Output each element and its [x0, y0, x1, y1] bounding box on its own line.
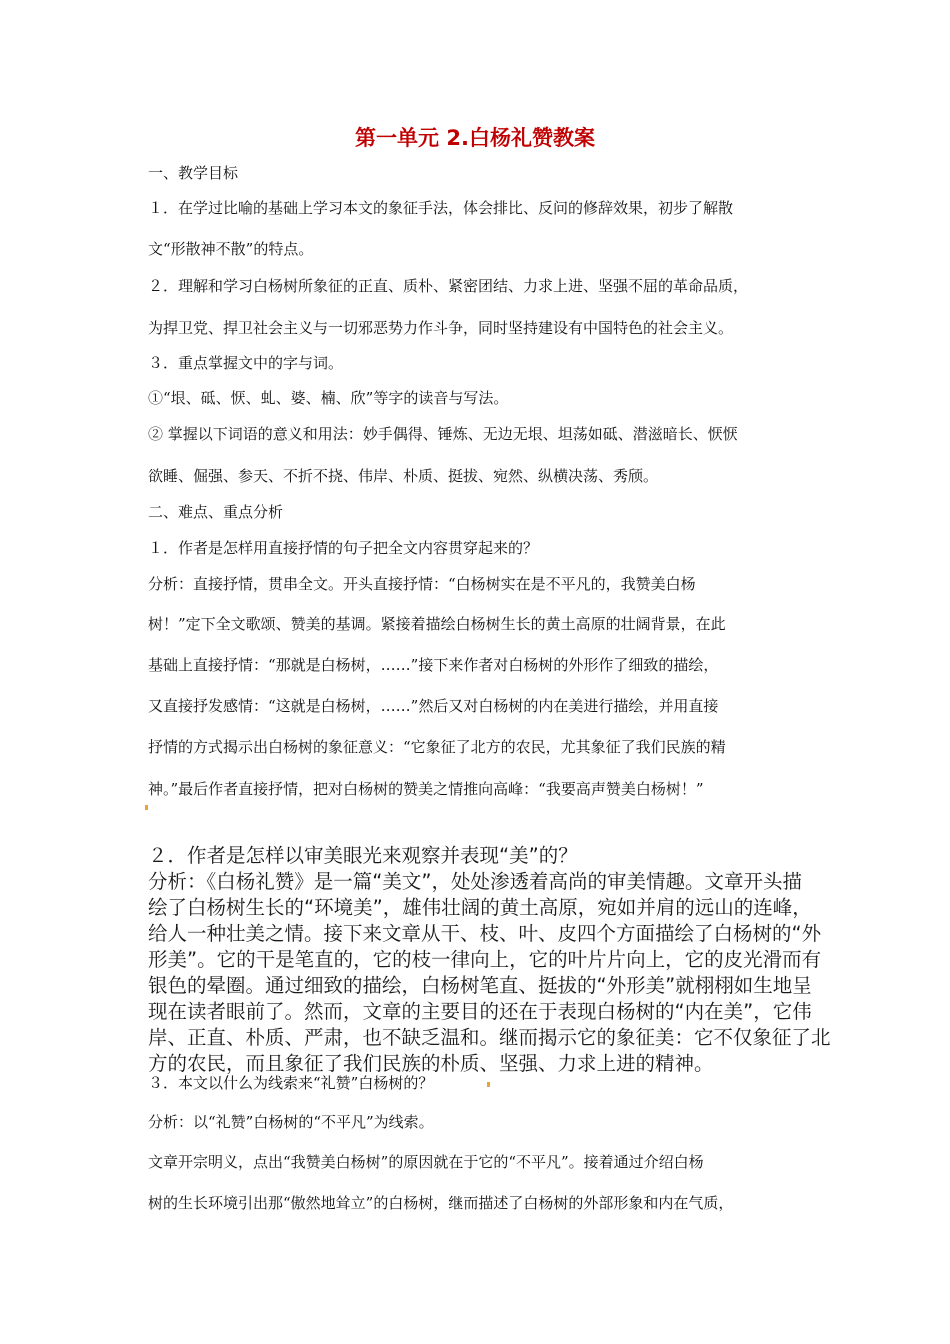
scan-line: 岸、正直、朴质、严肃，也不缺乏温和。继而揭示它的象征美：它不仅象征了北	[148, 1026, 831, 1049]
decorative-mark	[487, 1082, 490, 1087]
text-line: 又直接抒发感情：“这就是白杨树，……”然后又对白杨树的内在美进行描绘，并用直接	[148, 697, 719, 715]
text-line: 神。”最后作者直接抒情，把对白杨树的赞美之情推向高峰：“我要高声赞美白杨树！”	[148, 780, 704, 798]
text-line: 一、教学目标	[148, 164, 239, 182]
text-line: ② 掌握以下词语的意义和用法：妙手偶得、锤炼、无边无垠、坦荡如砥、潜滋暗长、恹恹	[148, 425, 738, 443]
page-title: 第一单元 2.白杨礼赞教案	[355, 126, 595, 150]
text-line: ３．重点掌握文中的字与词。	[148, 354, 344, 372]
scan-line: 形美”。它的干是笔直的，它的枝一律向上，它的叶片片向上，它的皮光滑而有	[148, 948, 822, 971]
text-line: 抒情的方式揭示出白杨树的象征意义：“它象征了北方的农民，尤其象征了我们民族的精	[148, 738, 726, 756]
text-line: 分析：以“礼赞”白杨树的“不平凡”为线索。	[148, 1113, 434, 1131]
text-line: 文章开宗明义，点出“我赞美白杨树”的原因就在于它的“不平凡”。接着通过介绍白杨	[148, 1153, 704, 1171]
text-line: 树！”定下全文歌颂、赞美的基调。紧接着描绘白杨树生长的黄土高原的壮阔背景，在此	[148, 615, 726, 633]
decorative-mark	[145, 805, 148, 810]
scan-line: 现在读者眼前了。然而，文章的主要目的还在于表现白杨树的“内在美”，它伟	[148, 1000, 812, 1023]
scan-line: 绘了白杨树生长的“环境美”，雄伟壮阔的黄土高原，宛如并肩的远山的连峰，	[148, 896, 812, 919]
text-line: 为捍卫党、捍卫社会主义与一切邪恶势力作斗争，同时坚持建设有中国特色的社会主义。	[148, 319, 734, 337]
text-line: 树的生长环境引出那“傲然地耸立”的白杨树，继而描述了白杨树的外部形象和内在气质，	[148, 1194, 734, 1212]
text-line: ２．理解和学习白杨树所象征的正直、质朴、紧密团结、力求上进、坚强不屈的革命品质，	[148, 277, 749, 295]
text-line: ３．本文以什么为线索来“礼赞”白杨树的？	[148, 1074, 434, 1092]
text-line: １．作者是怎样用直接抒情的句子把全文内容贯穿起来的？	[148, 539, 539, 557]
text-line: 文“形散神不散”的特点。	[148, 240, 314, 258]
scan-line: ２．作者是怎样以审美眼光来观察并表现“美”的？	[148, 844, 578, 867]
text-line: 欲睡、倔强、参天、不折不挠、伟岸、朴质、挺拔、宛然、纵横决荡、秀颀。	[148, 467, 659, 485]
text-line: ①“垠、砥、恹、虬、婆、楠、欣”等字的读音与写法。	[148, 389, 509, 407]
scanned-paragraph	[148, 843, 831, 1077]
text-line: １．在学过比喻的基础上学习本文的象征手法，体会排比、反问的修辞效果，初步了解散	[148, 199, 734, 217]
scan-line: 分析：《白杨礼赞》是一篇“美文”，处处渗透着高尚的审美情趣。文章开头描	[148, 870, 802, 893]
scan-line: 给人一种壮美之情。接下来文章从干、枝、叶、皮四个方面描绘了白杨树的“外	[148, 922, 822, 945]
text-line: 分析：直接抒情，贯串全文。开头直接抒情：“白杨树实在是不平凡的，我赞美白杨	[148, 575, 696, 593]
scan-line: 银色的晕圈。通过细致的描绘，白杨树笔直、挺拔的“外形美”就栩栩如生地呈	[148, 974, 812, 997]
text-line: 基础上直接抒情：“那就是白杨树，……”接下来作者对白杨树的外形作了细致的描绘，	[148, 656, 719, 674]
text-line: 二、难点、重点分析	[148, 503, 284, 521]
scan-line: 方的农民，而且象征了我们民族的朴质、坚强、力求上进的精神。	[148, 1052, 714, 1075]
